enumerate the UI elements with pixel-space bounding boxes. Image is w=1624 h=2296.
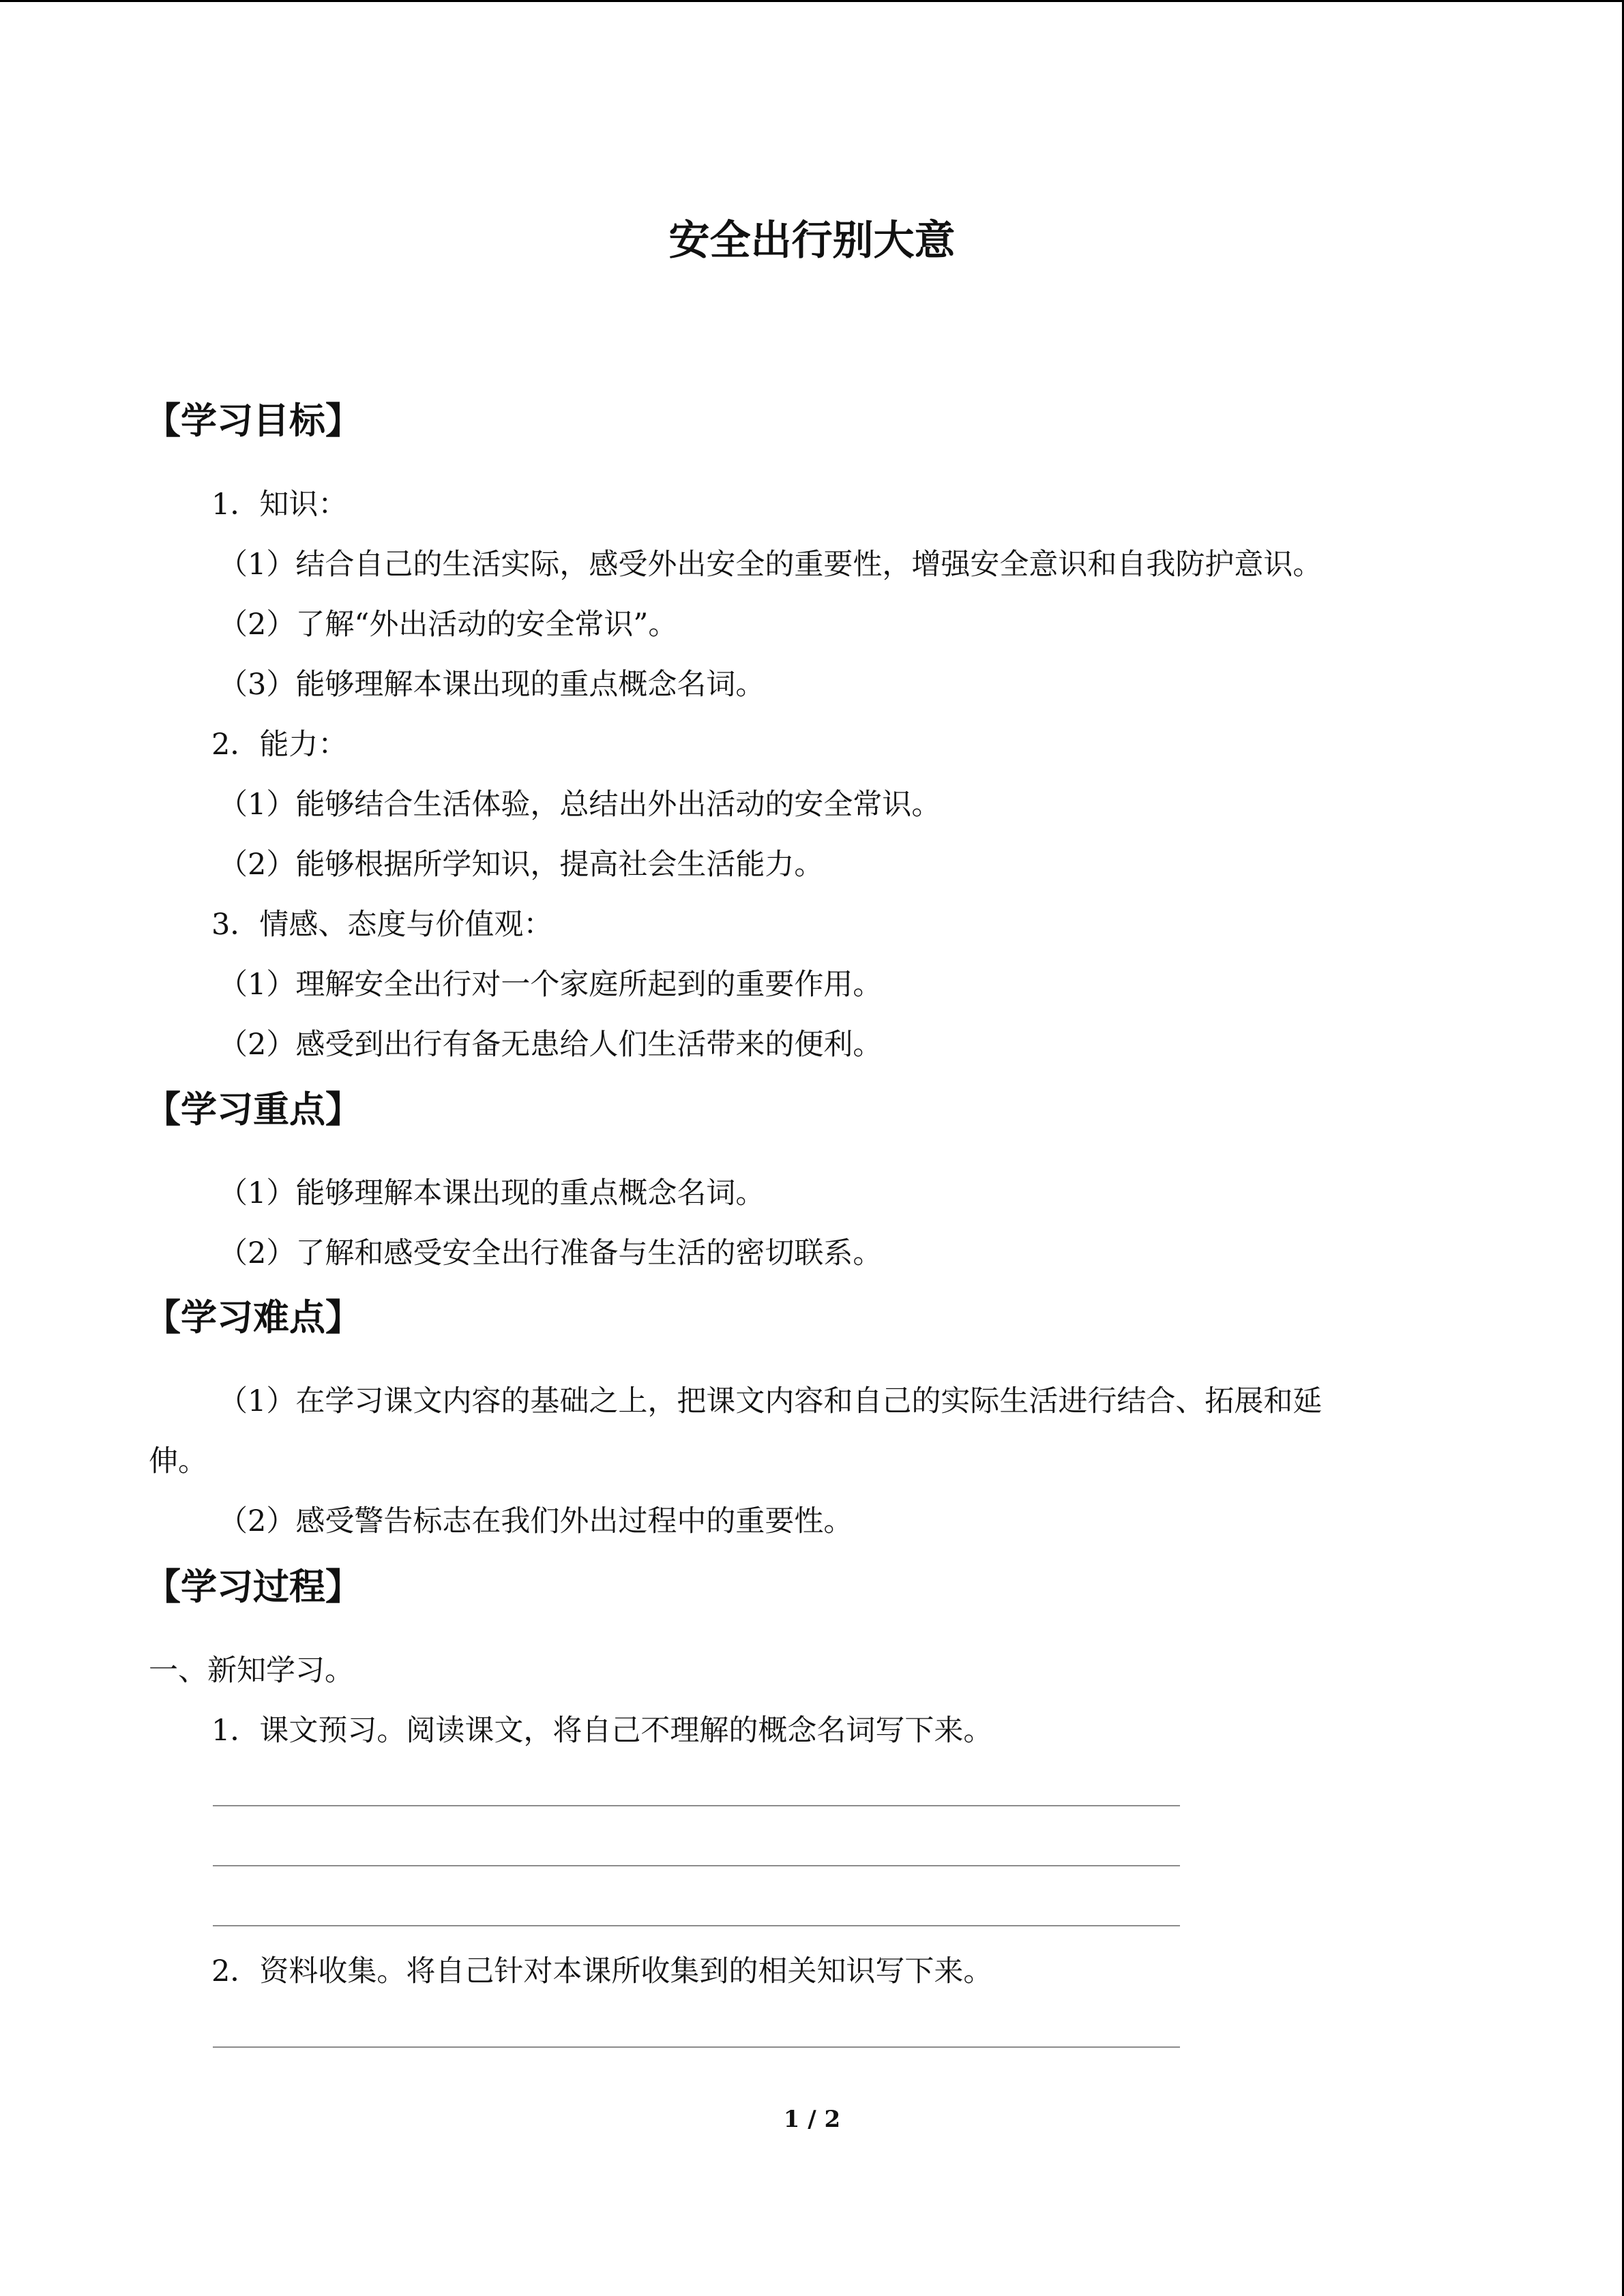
process-task: 2．资料收集。将自己针对本课所收集到的相关知识写下来。	[211, 1954, 993, 1988]
process-step: 一、新知学习。	[149, 1654, 354, 1688]
process-task: 1．课文预习。阅读课文，将自己不理解的概念名词写下来。	[211, 1714, 993, 1748]
section-heading-objectives: 【学习目标】	[145, 400, 361, 442]
key-point-line: （2）了解和感受安全出行准备与生活的密切联系。	[218, 1236, 883, 1270]
difficulty-line: （2）感受警告标志在我们外出过程中的重要性。	[218, 1504, 853, 1538]
objective-line: （3）能够理解本课出现的重点概念名词。	[218, 668, 765, 702]
section-heading-key-points: 【学习重点】	[145, 1089, 361, 1131]
key-point-line: （1）能够理解本课出现的重点概念名词。	[218, 1176, 765, 1210]
objective-line: （1）理解安全出行对一个家庭所起到的重要作用。	[218, 968, 883, 1002]
page-number: 1 / 2	[783, 2106, 841, 2133]
section-heading-difficulties: 【学习难点】	[145, 1297, 361, 1339]
objective-line: （1）结合自己的生活实际，感受外出安全的重要性，增强安全意识和自我防护意识。	[218, 548, 1323, 582]
document-title: 安全出行别大意	[668, 217, 956, 265]
objective-line: 1．知识：	[211, 488, 348, 522]
difficulty-line-continued: 伸。	[149, 1444, 207, 1478]
objective-line: 3．情感、态度与价值观：	[211, 908, 553, 942]
section-heading-process: 【学习过程】	[145, 1566, 361, 1608]
difficulty-line: （1）在学习课文内容的基础之上，把课文内容和自己的实际生活进行结合、拓展和延	[218, 1384, 1323, 1418]
answer-line[interactable]	[213, 2046, 1180, 2048]
answer-line[interactable]	[213, 1925, 1180, 1926]
answer-line[interactable]	[213, 1805, 1180, 1806]
objective-line: 2．能力：	[211, 728, 348, 762]
objective-line: （2）感受到出行有备无患给人们生活带来的便利。	[218, 1028, 883, 1062]
objective-line: （2）了解“外出活动的安全常识”。	[218, 608, 678, 642]
answer-line[interactable]	[213, 1865, 1180, 1866]
objective-line: （2）能够根据所学知识，提高社会生活能力。	[218, 848, 824, 882]
objective-line: （1）能够结合生活体验，总结出外出活动的安全常识。	[218, 788, 941, 822]
